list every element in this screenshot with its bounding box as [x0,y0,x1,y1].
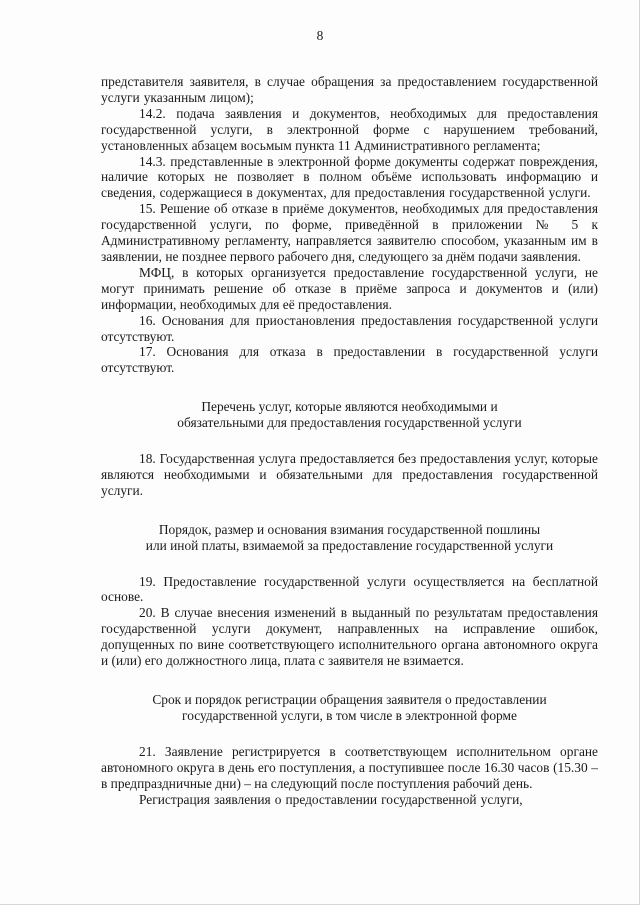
section-heading-registration [101,692,598,724]
heading-line: Порядок, размер и основания взимания государственной пошлины [158,521,541,537]
paragraph-continuation: представителя заявителя, в случае обращения за предоставлением государственной услуги указанным лицом); [101,74,598,105]
paragraph-20: 20. В случае внесения изменений в выданный по результатам предоставления государственной услуги документ, направленных на исправление ошибок, допущенных по вине соответствующего исполнительного органа автономного округа и (или) его должностного лица, плата с заявителя не взимается. [101,605,598,669]
paragraph-14-2: 14.2. подача заявления и документов, необходимых для предоставления государственной услуги, в электронной форме с нарушением требований, установленных абзацем восьмым пункта 11 Административного регламента; [101,105,598,153]
heading-line: Срок и порядок регистрации обращения заявителя о предоставлении [152,692,547,707]
paragraph-21: 21. Заявление регистрируется в соответствующем исполнительном органе автономного округа в день его поступления, а поступившее после 16.30 часов (15.30 – в предпраздничные дни) – на следующий после поступления рабочий день. [101,743,598,791]
document-body [101,74,598,807]
paragraph-19: 19. Предоставление государственной услуги осуществляется на бесплатной основе. [101,573,598,605]
section-heading-required-services [101,399,598,431]
paragraph-15: 15. Решение об отказе в приёме документов, необходимых для предоставления государственной услуги, по форме, приведённой в приложении № 5 к Административному регламенту, направляется заявителю способом, указанным им в заявлении, не позднее первого рабочего дня, следующего за днём подачи заявления. [101,201,598,264]
paragraph-registration: Регистрация заявления о предоставлении государственной услуги, [139,791,523,807]
section-heading-fees [101,522,598,554]
paragraph-17: 17. Основания для отказа в предоставлении в государственной услуги отсутствуют. [101,344,598,376]
paragraph-16: 16. Основания для приостановления предоставления государственной услуги отсутствуют. [101,312,598,344]
heading-line: или иной платы, взимаемой за предоставление государственной услуги [145,537,554,553]
heading-line: Перечень услуг, которые являются необходимыми и [201,399,498,415]
page-number: 8 [316,28,324,43]
paragraph-14-3: 14.3. представленные в электронной форме документы содержат повреждения, наличие которых не позволяет в полном объёме использовать информацию и сведения, содержащиеся в документах, для предоставления государственной услуги. [101,153,598,201]
paragraph-mfc: МФЦ, в которых организуется предоставление государственной услуги, не могут принимать решение об отказе в приёме запроса и документов и (или) информации, необходимых для её предоставления. [101,264,598,312]
paragraph-18: 18. Государственная услуга предоставляется без предоставления услуг, которые являются необходимыми и обязательными для предоставления государственной услуги. [101,451,598,498]
heading-line: обязательными для предоставления государственной услуги [177,415,522,431]
heading-line: государственной услуги, в том числе в электронной форме [182,707,517,723]
